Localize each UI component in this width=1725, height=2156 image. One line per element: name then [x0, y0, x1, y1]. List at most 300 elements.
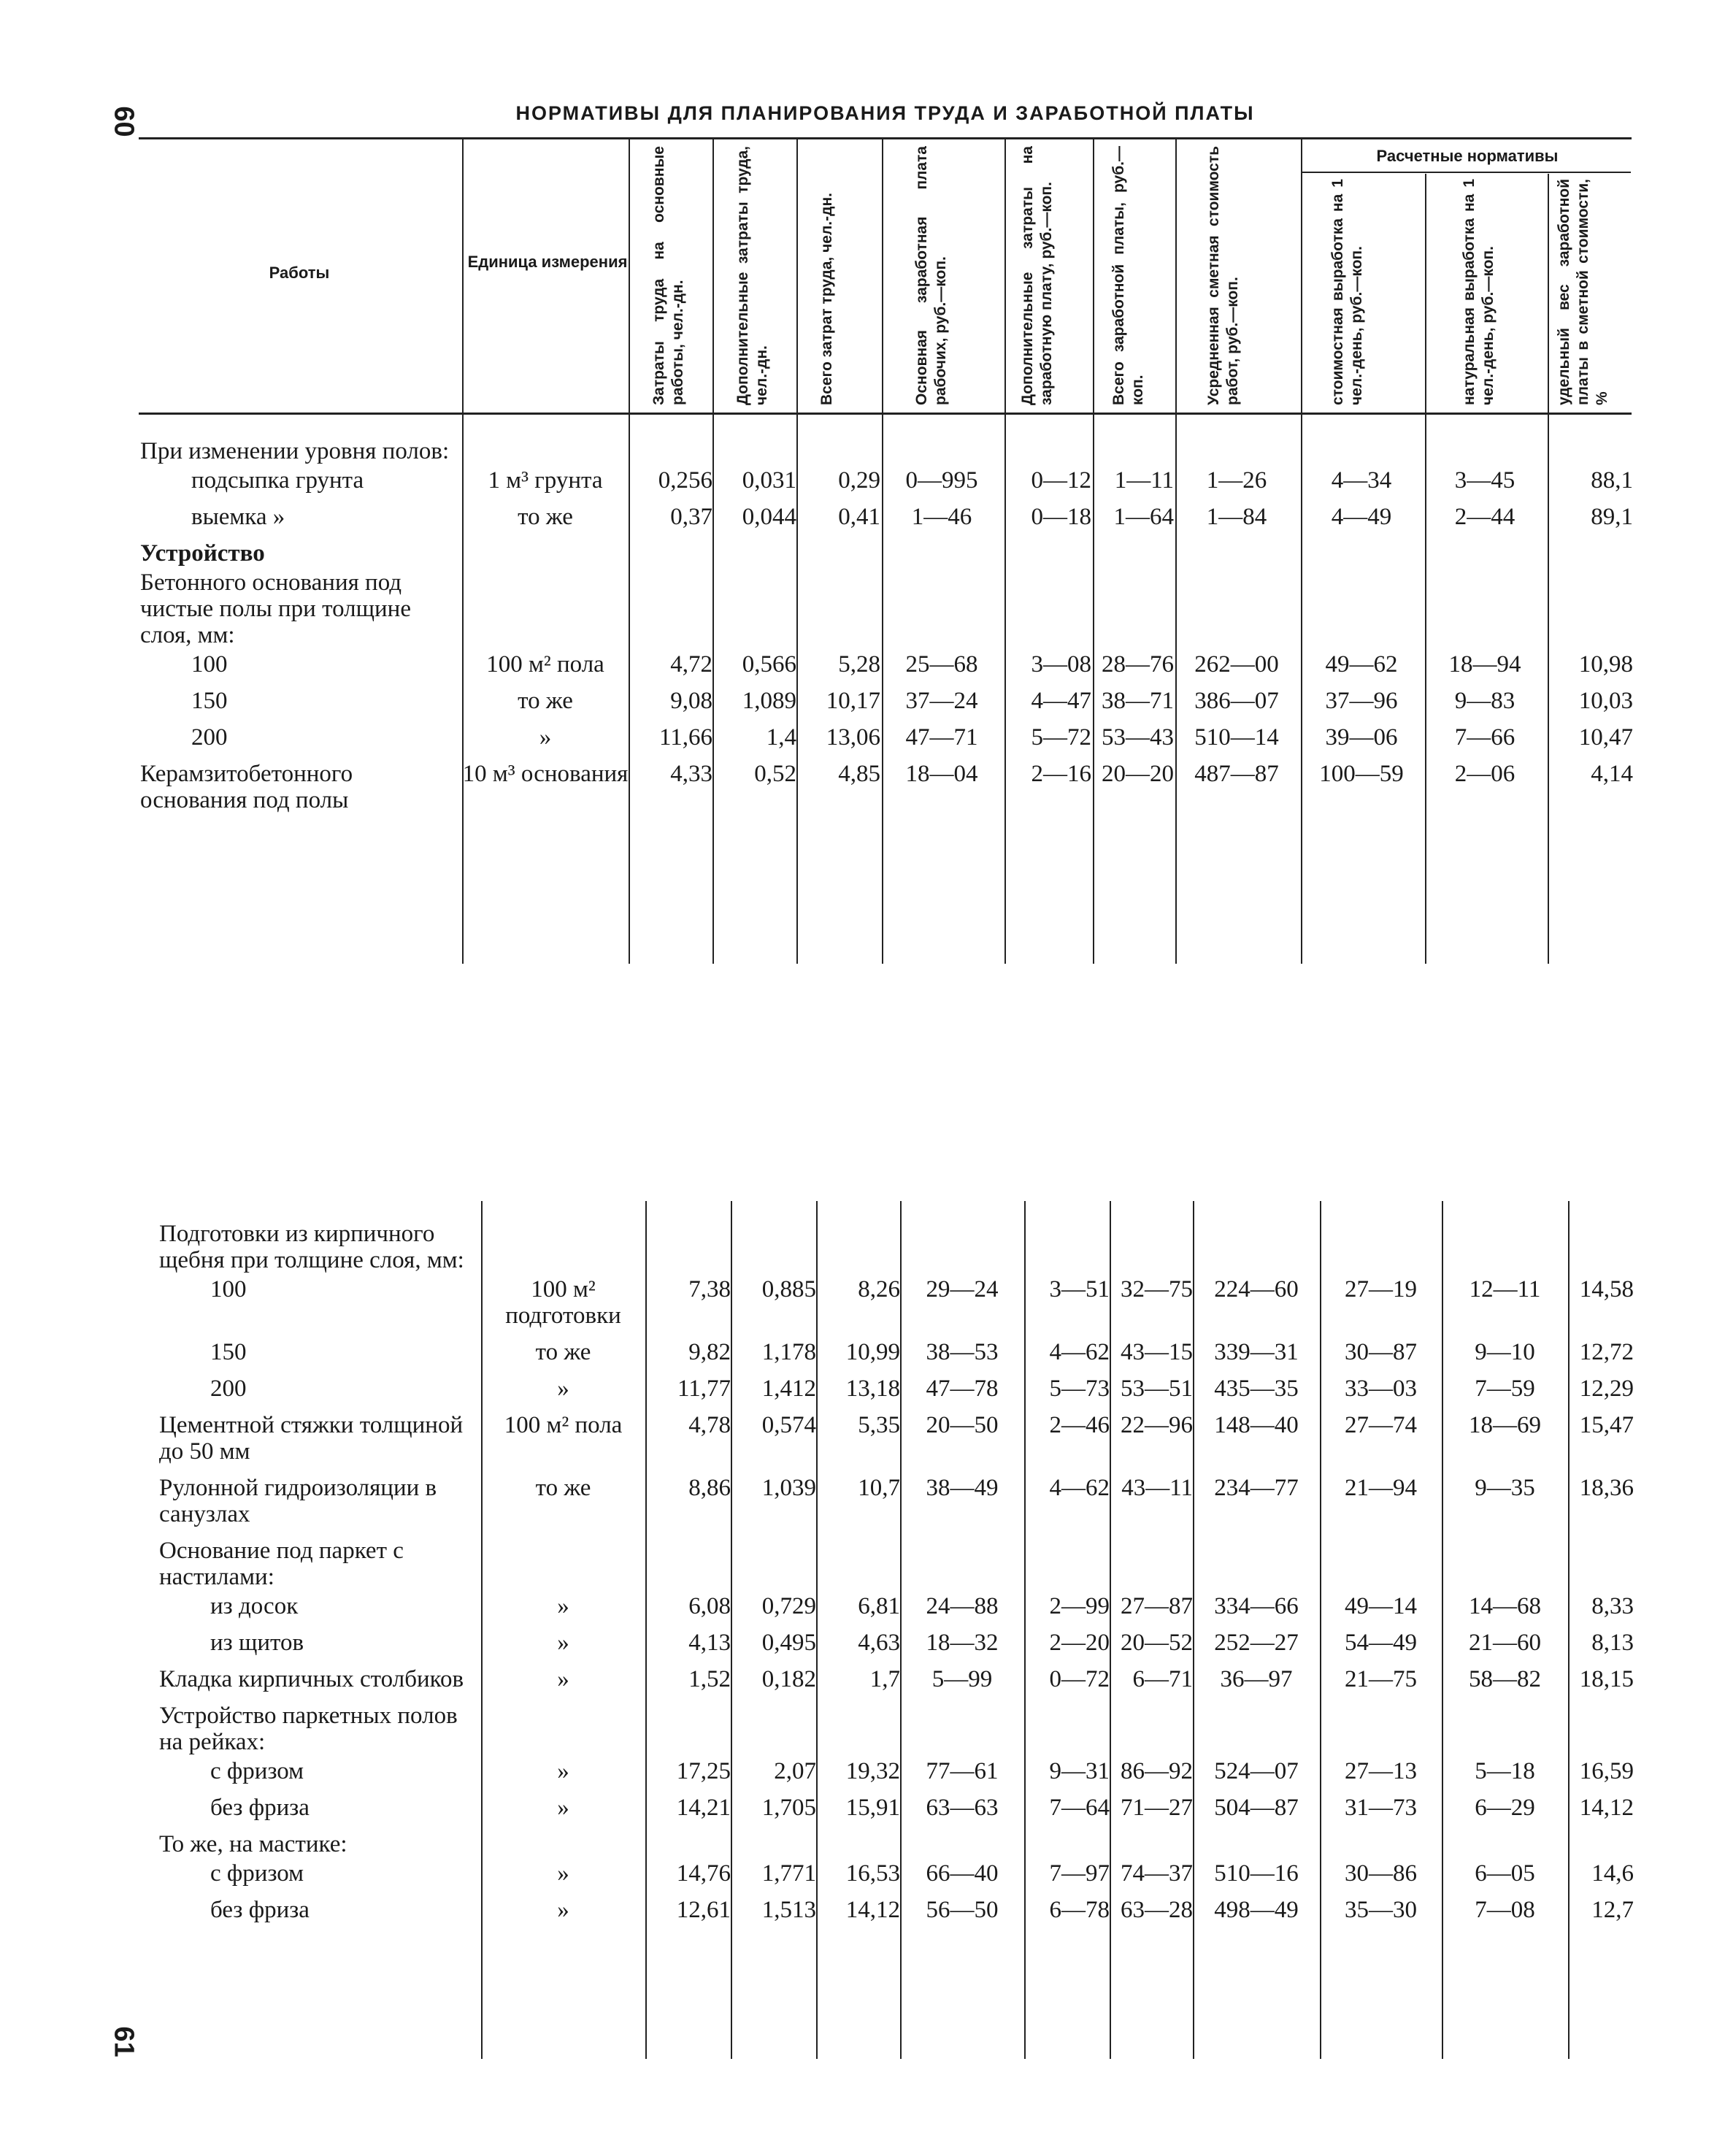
cell-value: 25—68 [905, 651, 978, 678]
cell-value: 4,63 [858, 1630, 900, 1656]
cell-value: 18—69 [1469, 1412, 1541, 1438]
cell-value: 0,29 [838, 467, 880, 494]
cell-value: 435—35 [1214, 1376, 1299, 1402]
cell-value: 2—06 [1454, 761, 1515, 787]
cell-value: 0—995 [905, 467, 978, 494]
cell-unit: » [557, 1630, 569, 1656]
cell-value: 4,13 [688, 1630, 731, 1656]
cell-value: 0,566 [742, 651, 796, 678]
cell-value: 38—71 [1102, 688, 1174, 714]
cell-value [1568, 1831, 1634, 1860]
cell-value [712, 540, 796, 569]
cell-value: 0,044 [742, 504, 796, 530]
cell-value: 37—24 [905, 688, 978, 714]
cell-value: 5,28 [838, 651, 880, 678]
cell-unit: то же [518, 688, 573, 714]
cell-value: 20—52 [1121, 1630, 1193, 1656]
work-label: Устройство паркетных полов на рейках: [159, 1703, 458, 1755]
cell-value: 14,12 [845, 1897, 900, 1923]
cell-value: 29—24 [926, 1276, 999, 1303]
cell-value: 5—72 [1031, 724, 1091, 751]
cell-value: 1—84 [1206, 504, 1267, 530]
header-calc-rule [1301, 172, 1631, 173]
cell-value: 18—94 [1448, 651, 1521, 678]
cell-value [712, 569, 796, 651]
cell-unit [462, 438, 629, 467]
cell-value [731, 1703, 816, 1758]
work-label: То же, на мастике: [159, 1831, 347, 1857]
cell-value [1174, 569, 1299, 651]
cell-value: 0,37 [670, 504, 712, 530]
cell-value: 56—50 [926, 1897, 999, 1923]
cell-value [900, 1538, 1024, 1593]
cell-unit: 10 м³ основания [462, 761, 629, 787]
cell-value: 30—87 [1345, 1339, 1417, 1365]
work-label: При изменении уровня полов: [140, 438, 450, 464]
table-row [140, 761, 1633, 824]
cell-value: 6—05 [1475, 1860, 1535, 1887]
cell-value [900, 1831, 1024, 1860]
cell-value: 4,78 [688, 1412, 731, 1438]
cell-value: 1,7 [869, 1666, 900, 1692]
cell-value: 5,35 [858, 1412, 900, 1438]
cell-value: 12,29 [1579, 1376, 1634, 1402]
table-row [159, 1703, 1634, 1758]
cell-value: 21—60 [1469, 1630, 1541, 1656]
cell-work [140, 761, 462, 824]
cell-unit: » [557, 1593, 569, 1619]
cell-unit [481, 1221, 645, 1276]
cell-value: 13,18 [845, 1376, 900, 1402]
table-row [140, 651, 1633, 688]
cell-value: 0,41 [838, 504, 880, 530]
cell-value [1110, 1703, 1193, 1758]
header-wage-total: Всего заработной платы, руб.—коп. [1110, 146, 1146, 405]
cell-value: 74—37 [1121, 1860, 1193, 1887]
cell-value: 262—00 [1194, 651, 1279, 678]
cell-value: 510—16 [1214, 1860, 1299, 1887]
cell-value: 498—49 [1214, 1897, 1299, 1923]
cell-unit [481, 1703, 645, 1758]
table-row [159, 1276, 1634, 1339]
cell-value: 49—14 [1345, 1593, 1417, 1619]
cell-value: 15,91 [845, 1795, 900, 1821]
cell-value: 53—43 [1102, 724, 1174, 751]
work-label: подсыпка грунта [191, 467, 364, 494]
cell-value: 14,76 [676, 1860, 731, 1887]
table-row [159, 1538, 1634, 1593]
cell-value: 9—35 [1475, 1475, 1535, 1501]
cell-value [816, 1703, 900, 1758]
cell-value: 0—18 [1031, 504, 1091, 530]
cell-value [1299, 569, 1424, 651]
cell-unit: » [557, 1897, 569, 1923]
cell-unit [481, 1538, 645, 1593]
cell-value: 12,7 [1591, 1897, 1634, 1923]
cell-value: 100—59 [1319, 761, 1404, 787]
cell-value [1024, 1703, 1110, 1758]
table-row [140, 569, 1633, 651]
cell-value: 2—44 [1454, 504, 1515, 530]
table-row [159, 1339, 1634, 1376]
cell-value: 36—97 [1220, 1666, 1293, 1692]
cell-work [159, 1703, 481, 1758]
table-upper [140, 438, 1633, 824]
cell-value [645, 1703, 731, 1758]
cell-value: 1,412 [761, 1376, 816, 1402]
cell-value: 16,59 [1579, 1758, 1634, 1784]
work-label: 150 [210, 1339, 247, 1365]
cell-unit: » [557, 1795, 569, 1821]
cell-value: 2—16 [1031, 761, 1091, 787]
cell-value: 38—49 [926, 1475, 999, 1501]
cell-value [1193, 1221, 1320, 1276]
cell-value [1110, 1831, 1193, 1860]
cell-value: 18,36 [1579, 1475, 1634, 1501]
cell-value [629, 540, 712, 569]
cell-value [1174, 540, 1299, 569]
cell-value: 2—46 [1049, 1412, 1110, 1438]
cell-value: 28—76 [1102, 651, 1174, 678]
cell-value [1442, 1703, 1568, 1758]
cell-value: 339—31 [1214, 1339, 1299, 1365]
cell-value [1299, 438, 1424, 467]
cell-value: 524—07 [1214, 1758, 1299, 1784]
cell-unit: 100 м² подготовки [505, 1276, 621, 1329]
cell-value: 54—49 [1345, 1630, 1417, 1656]
cell-value [1110, 1221, 1193, 1276]
cell-value: 10,98 [1578, 651, 1633, 678]
cell-work [159, 1758, 481, 1795]
cell-value: 7—08 [1475, 1897, 1535, 1923]
cell-value: 58—82 [1469, 1666, 1541, 1692]
cell-unit: то же [535, 1339, 591, 1365]
cell-value [900, 1221, 1024, 1276]
cell-value: 2,07 [774, 1758, 816, 1784]
cell-value: 4,85 [838, 761, 880, 787]
cell-value: 0,52 [754, 761, 796, 787]
cell-value [645, 1831, 731, 1860]
cell-work [159, 1831, 481, 1860]
cell-value: 0,495 [761, 1630, 816, 1656]
running-head: НОРМАТИВЫ ДЛЯ ПЛАНИРОВАНИЯ ТРУДА И ЗАРАБОТНОЙ ПЛАТЫ [515, 102, 1255, 124]
table-row [159, 1630, 1634, 1666]
cell-value [1091, 438, 1174, 467]
cell-value: 11,77 [677, 1376, 731, 1402]
cell-value: 13,06 [826, 724, 880, 751]
cell-value: 27—74 [1345, 1412, 1417, 1438]
cell-unit [462, 569, 629, 651]
cell-value: 47—78 [926, 1376, 999, 1402]
header-unit: Единица измерения [467, 253, 628, 271]
header-top-rule [139, 137, 1632, 139]
work-label: 100 [210, 1276, 247, 1303]
cell-value: 334—66 [1214, 1593, 1299, 1619]
cell-value: 6—29 [1475, 1795, 1535, 1821]
cell-value [1320, 1831, 1442, 1860]
cell-value [645, 1221, 731, 1276]
cell-value [1299, 540, 1424, 569]
header-cost-avg: Усредненная сметная стоимость работ, руб.—коп. [1205, 146, 1241, 405]
cell-value: 14,58 [1579, 1276, 1634, 1303]
table-row [140, 467, 1633, 504]
cell-value: 9—10 [1475, 1339, 1535, 1365]
cell-value: 24—88 [926, 1593, 999, 1619]
cell-value: 7,38 [688, 1276, 731, 1303]
cell-value: 10,03 [1578, 688, 1633, 714]
cell-value: 7—64 [1049, 1795, 1110, 1821]
cell-value: 12—11 [1469, 1276, 1541, 1303]
work-label: Основание под паркет с настилами: [159, 1538, 404, 1590]
cell-value: 6—78 [1049, 1897, 1110, 1923]
cell-value: 4—49 [1331, 504, 1392, 530]
cell-value [1568, 1538, 1634, 1593]
cell-value [1442, 1221, 1568, 1276]
cell-value: 3—45 [1454, 467, 1515, 494]
table-lower [159, 1221, 1634, 1933]
table-row [140, 688, 1633, 724]
header-wage-extra: Дополнительные затраты на заработную плату, руб.—коп. [1019, 146, 1055, 405]
cell-value: 8,26 [858, 1276, 900, 1303]
table-row [159, 1666, 1634, 1703]
cell-value [1546, 569, 1633, 651]
cell-work [159, 1339, 481, 1376]
cell-value [1424, 438, 1546, 467]
cell-value: 1,771 [761, 1860, 816, 1887]
cell-unit: » [557, 1376, 569, 1402]
cell-value: 32—75 [1121, 1276, 1193, 1303]
cell-value [731, 1538, 816, 1593]
cell-work [159, 1593, 481, 1630]
table-row [159, 1593, 1634, 1630]
table-row [159, 1860, 1634, 1897]
work-label: с фризом [210, 1860, 304, 1887]
cell-value: 14,6 [1591, 1860, 1634, 1887]
cell-unit: то же [518, 504, 573, 530]
work-label: без фриза [210, 1897, 310, 1923]
cell-value: 4,14 [1591, 761, 1633, 787]
cell-work [140, 651, 462, 688]
cell-work [159, 1221, 481, 1276]
cell-value: 18—04 [905, 761, 978, 787]
cell-value: 0,031 [742, 467, 796, 494]
cell-value: 4—47 [1031, 688, 1091, 714]
cell-value [1024, 1221, 1110, 1276]
cell-value: 386—07 [1194, 688, 1279, 714]
cell-value [880, 438, 1003, 467]
cell-value: 31—73 [1345, 1795, 1417, 1821]
cell-value: 252—27 [1214, 1630, 1299, 1656]
cell-value: 88,1 [1591, 467, 1633, 494]
cell-value: 2—99 [1049, 1593, 1110, 1619]
cell-value: 3—08 [1031, 651, 1091, 678]
cell-value [1003, 438, 1091, 467]
cell-value: 39—06 [1325, 724, 1398, 751]
header-calc-nat: натуральная выработка на 1 чел.-день, руб.—коп. [1461, 179, 1497, 405]
cell-unit [481, 1831, 645, 1860]
cell-value: 18,15 [1579, 1666, 1634, 1692]
cell-value [1568, 1703, 1634, 1758]
cell-value: 18—32 [926, 1630, 999, 1656]
table-row [140, 540, 1633, 569]
cell-value: 14,12 [1579, 1795, 1634, 1821]
cell-value: 19,32 [845, 1758, 900, 1784]
cell-value [1024, 1538, 1110, 1593]
work-label: Керамзитобетонного основания под полы [140, 761, 353, 813]
cell-value: 10,7 [858, 1475, 900, 1501]
cell-value: 89,1 [1591, 504, 1633, 530]
cell-value [629, 438, 712, 467]
cell-work [159, 1276, 481, 1339]
cell-value [629, 569, 712, 651]
work-label: Цементной стяжки толщиной до 50 мм [159, 1412, 464, 1465]
page-number-bottom: 61 [108, 2026, 139, 2057]
header-calc-group: Расчетные нормативы [1376, 147, 1559, 165]
cell-unit: 100 м² пола [504, 1412, 623, 1438]
cell-value [731, 1221, 816, 1276]
cell-work [159, 1666, 481, 1703]
work-label: Подготовки из кирпичного щебня при толщине слоя, мм: [159, 1221, 464, 1273]
cell-value [1003, 569, 1091, 651]
cell-value: 63—28 [1121, 1897, 1193, 1923]
page-number-top: 60 [108, 106, 139, 137]
work-label: Бетонного основания под чистые полы при толщине слоя, мм: [140, 569, 411, 648]
cell-value: 148—40 [1214, 1412, 1299, 1438]
cell-work [140, 724, 462, 761]
cell-value: 6—71 [1132, 1666, 1193, 1692]
cell-work [159, 1376, 481, 1412]
cell-value: 8,33 [1591, 1593, 1634, 1619]
cell-value [1546, 438, 1633, 467]
cell-value: 1—46 [911, 504, 972, 530]
cell-value: 9—31 [1049, 1758, 1110, 1784]
cell-value: 1,4 [766, 724, 796, 751]
cell-value: 1,705 [761, 1795, 816, 1821]
cell-value: 0—12 [1031, 467, 1091, 494]
cell-value: 37—96 [1325, 688, 1398, 714]
header-labor-main: Затраты труда на основные работы, чел.-дн. [650, 146, 686, 405]
cell-value: 21—94 [1345, 1475, 1417, 1501]
cell-value: 33—03 [1345, 1376, 1417, 1402]
cell-value [1091, 540, 1174, 569]
cell-work [140, 569, 462, 651]
table-row [159, 1221, 1634, 1276]
work-label: с фризом [210, 1758, 304, 1784]
cell-value: 0,729 [761, 1593, 816, 1619]
cell-value [1442, 1831, 1568, 1860]
cell-value: 71—27 [1121, 1795, 1193, 1821]
cell-value: 0—72 [1049, 1666, 1110, 1692]
cell-value: 6,08 [688, 1593, 731, 1619]
cell-value: 4—62 [1049, 1475, 1110, 1501]
work-label: 100 [191, 651, 228, 678]
cell-value [880, 569, 1003, 651]
cell-value: 53—51 [1121, 1376, 1193, 1402]
cell-value: 1—11 [1114, 467, 1174, 494]
cell-work [159, 1475, 481, 1538]
cell-value: 63—63 [926, 1795, 999, 1821]
cell-unit [462, 540, 629, 569]
cell-value [796, 438, 880, 467]
cell-value: 10,99 [845, 1339, 900, 1365]
cell-value: 10,47 [1578, 724, 1633, 751]
cell-value: 224—60 [1214, 1276, 1299, 1303]
cell-value [1174, 438, 1299, 467]
header-wage-main: Основная заработная плата рабочих, руб.—коп. [913, 146, 949, 405]
cell-value: 234—77 [1214, 1475, 1299, 1501]
cell-value: 5—99 [931, 1666, 993, 1692]
work-label: из досок [210, 1593, 299, 1619]
cell-value: 27—87 [1121, 1593, 1193, 1619]
cell-value [1193, 1703, 1320, 1758]
cell-work [140, 504, 462, 540]
cell-value: 487—87 [1194, 761, 1279, 787]
cell-unit: » [557, 1666, 569, 1692]
cell-work [140, 688, 462, 724]
cell-value: 1—26 [1206, 467, 1267, 494]
cell-value: 1,513 [761, 1897, 816, 1923]
header-bottom-rule [139, 413, 1632, 415]
cell-value [1193, 1538, 1320, 1593]
cell-value [1442, 1538, 1568, 1593]
table-row [140, 724, 1633, 761]
cell-value: 66—40 [926, 1860, 999, 1887]
cell-unit: то же [535, 1475, 591, 1501]
work-label: Кладка кирпичных столбиков [159, 1666, 464, 1692]
table-row [140, 504, 1633, 540]
cell-value: 0,256 [658, 467, 712, 494]
cell-value [1320, 1538, 1442, 1593]
cell-value: 47—71 [905, 724, 978, 751]
header-calc-cost: стоимостная выработка на 1 чел.-день, руб.—коп. [1329, 179, 1365, 405]
cell-value: 4—62 [1049, 1339, 1110, 1365]
cell-work [159, 1630, 481, 1666]
cell-unit: » [557, 1758, 569, 1784]
work-label: из щитов [210, 1630, 304, 1656]
cell-value: 6,81 [858, 1593, 900, 1619]
work-label: Рулонной гидроизоляции в санузлах [159, 1475, 437, 1527]
cell-value: 1,178 [761, 1339, 816, 1365]
cell-value: 86—92 [1121, 1758, 1193, 1784]
cell-work [159, 1412, 481, 1475]
cell-work [159, 1897, 481, 1933]
cell-value [1024, 1831, 1110, 1860]
cell-value: 9,08 [670, 688, 712, 714]
cell-unit: » [557, 1860, 569, 1887]
cell-value [1568, 1221, 1634, 1276]
cell-value: 510—14 [1194, 724, 1279, 751]
cell-value: 9,82 [688, 1339, 731, 1365]
cell-work [159, 1795, 481, 1831]
cell-value [1424, 569, 1546, 651]
cell-value: 4,33 [670, 761, 712, 787]
cell-value: 504—87 [1214, 1795, 1299, 1821]
cell-value: 43—15 [1121, 1339, 1193, 1365]
cell-value: 1,089 [742, 688, 796, 714]
table-row [159, 1758, 1634, 1795]
work-label: без фриза [210, 1795, 310, 1821]
cell-unit: 1 м³ грунта [488, 467, 603, 494]
cell-value [880, 540, 1003, 569]
cell-value [796, 569, 880, 651]
cell-value [1320, 1703, 1442, 1758]
header-calc-share: удельный вес заработной платы в сметной стоимости, % [1556, 179, 1610, 405]
cell-value: 38—53 [926, 1339, 999, 1365]
cell-value: 14—68 [1469, 1593, 1541, 1619]
cell-value: 27—13 [1345, 1758, 1417, 1784]
header-labor-total: Всего затрат труда, чел.-дн. [818, 193, 835, 405]
cell-value [1110, 1538, 1193, 1593]
